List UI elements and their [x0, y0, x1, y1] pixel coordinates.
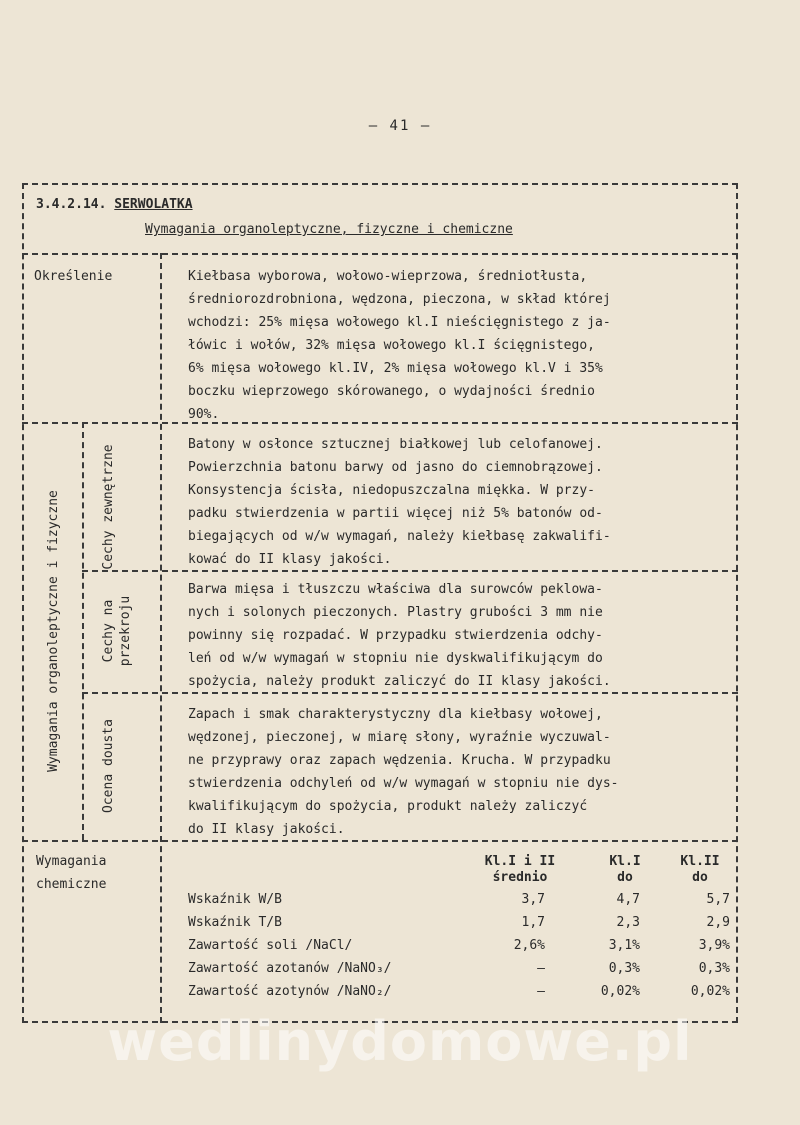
- table-cell: 1,7: [521, 915, 545, 930]
- section-heading: [36, 193, 193, 216]
- definition-text: [188, 265, 611, 426]
- table-row-name: Zawartość azotanów /NaNO₃/: [188, 961, 392, 976]
- table-row-name: Wskaźnik T/B: [188, 915, 282, 930]
- row-text-taste: [188, 703, 618, 841]
- text-line: Batony w osłonce sztucznej białkowej lub celofanowej.: [188, 437, 603, 452]
- text-line: kować do II klasy jakości.: [188, 552, 392, 567]
- row-label-external: Cechy zewnętrzne: [101, 444, 116, 570]
- text-line: Kiełbasa wyborowa, wołowo-wieprzowa, średniotłusta,: [188, 269, 588, 284]
- text-line: leń od w/w wymagań w stopniu nie dyskwalifikującym do: [188, 651, 603, 666]
- table-cell: 3,9%: [698, 938, 730, 953]
- text-line: Konsystencja ścisła, niedopuszczalna miękka. W przy-: [188, 483, 595, 498]
- table-cell: 0,02%: [690, 984, 730, 999]
- row-label-cross-section: Cechy na przekroju: [101, 595, 133, 667]
- table-cell: –: [537, 961, 545, 976]
- text-line: kwalifikującym do spożycia, produkt należy zaliczyć: [188, 799, 588, 814]
- table-row-name: Zawartość azotynów /NaNO₂/: [188, 984, 392, 999]
- table-cell: –: [537, 984, 545, 999]
- divider: [22, 253, 738, 255]
- text-line: biegających od w/w wymagań, należy kiełbasę zakwalifi-: [188, 529, 611, 544]
- text-line: wędzonej, pieczonej, w miarę słony, wyraźnie wyczuwal-: [188, 730, 611, 745]
- row-label-taste: Ocena dousta: [101, 719, 116, 813]
- text-line: spożycia, należy produkt zaliczyć do II klasy jakości.: [188, 674, 611, 689]
- definition-label: Określenie: [34, 269, 113, 284]
- text-line: średniorozdrobniona, wędzona, pieczona, w skład której: [188, 292, 611, 307]
- row-text-cross-section: [188, 578, 611, 693]
- table-cell: 3,7: [521, 892, 545, 907]
- text-line: wchodzi: 25% mięsa wołowego kl.I nieścięgnistego z ja-: [188, 315, 611, 330]
- table-cell: 0,3%: [698, 961, 730, 976]
- watermark: wedlinydomowe.pl: [107, 1010, 693, 1073]
- chemical-label: chemiczne: [36, 877, 107, 892]
- page-number: — 41 —: [368, 118, 432, 134]
- text-line: Zapach i smak charakterystyczny dla kiełbasy wołowej,: [188, 707, 603, 722]
- table-cell: 0,02%: [600, 984, 640, 999]
- divider: [82, 422, 84, 840]
- text-line: boczku wieprzowego skórowanego, o wydajności średnio: [188, 384, 595, 399]
- section-number: 3.4.2.14.: [36, 197, 107, 212]
- column-header: do: [692, 870, 708, 885]
- text-line: stwierdzenia odchyleń od w/w wymagań w stopniu nie dys-: [188, 776, 619, 791]
- table-cell: 3,1%: [608, 938, 640, 953]
- column-header: Kl.I: [609, 854, 641, 869]
- table-cell: 4,7: [616, 892, 640, 907]
- text-line: do II klasy jakości.: [188, 822, 345, 837]
- table-cell: 0,3%: [608, 961, 640, 976]
- table-cell: 2,9: [706, 915, 730, 930]
- text-line: Barwa mięsa i tłuszczu właściwa dla surowców peklowa-: [188, 582, 603, 597]
- column-header: średnio: [492, 870, 548, 885]
- section-title: SERWOLATKA: [114, 197, 193, 212]
- text-line: padku stwierdzenia w partii więcej niż 5% batonów od-: [188, 506, 603, 521]
- text-line: Powierzchnia batonu barwy od jasno do ciemnobrązowej.: [188, 460, 603, 475]
- table-row-name: Wskaźnik W/B: [188, 892, 282, 907]
- organoleptic-group-label: Wymagania organoleptyczne i fizyczne: [46, 490, 61, 772]
- text-line: 90%.: [188, 407, 220, 422]
- table-cell: 5,7: [706, 892, 730, 907]
- table-row-name: Zawartość soli /NaCl/: [188, 938, 353, 953]
- table-cell: 2,3: [616, 915, 640, 930]
- text-line: 6% mięsa wołowego kl.IV, 2% mięsa wołowego kl.V i 35%: [188, 361, 603, 376]
- text-line: powinny się rozpadać. W przypadku stwierdzenia odchy-: [188, 628, 603, 643]
- chemical-label: Wymagania: [36, 854, 107, 869]
- divider: [160, 253, 162, 1023]
- table-cell: 2,6%: [513, 938, 545, 953]
- text-line: ne przyprawy oraz zapach wędzenia. Krucha. W przypadku: [188, 753, 611, 768]
- text-line: łówic i wołów, 32% mięsa wołowego kl.I ścięgnistego,: [188, 338, 595, 353]
- column-header: do: [617, 870, 633, 885]
- column-header: Kl.I i II: [484, 854, 556, 869]
- section-subtitle: Wymagania organoleptyczne, fizyczne i chemiczne: [145, 222, 513, 237]
- text-line: nych i solonych pieczonych. Plastry grubości 3 mm nie: [188, 605, 603, 620]
- row-text-external: [188, 433, 611, 571]
- column-header: Kl.II: [680, 854, 720, 869]
